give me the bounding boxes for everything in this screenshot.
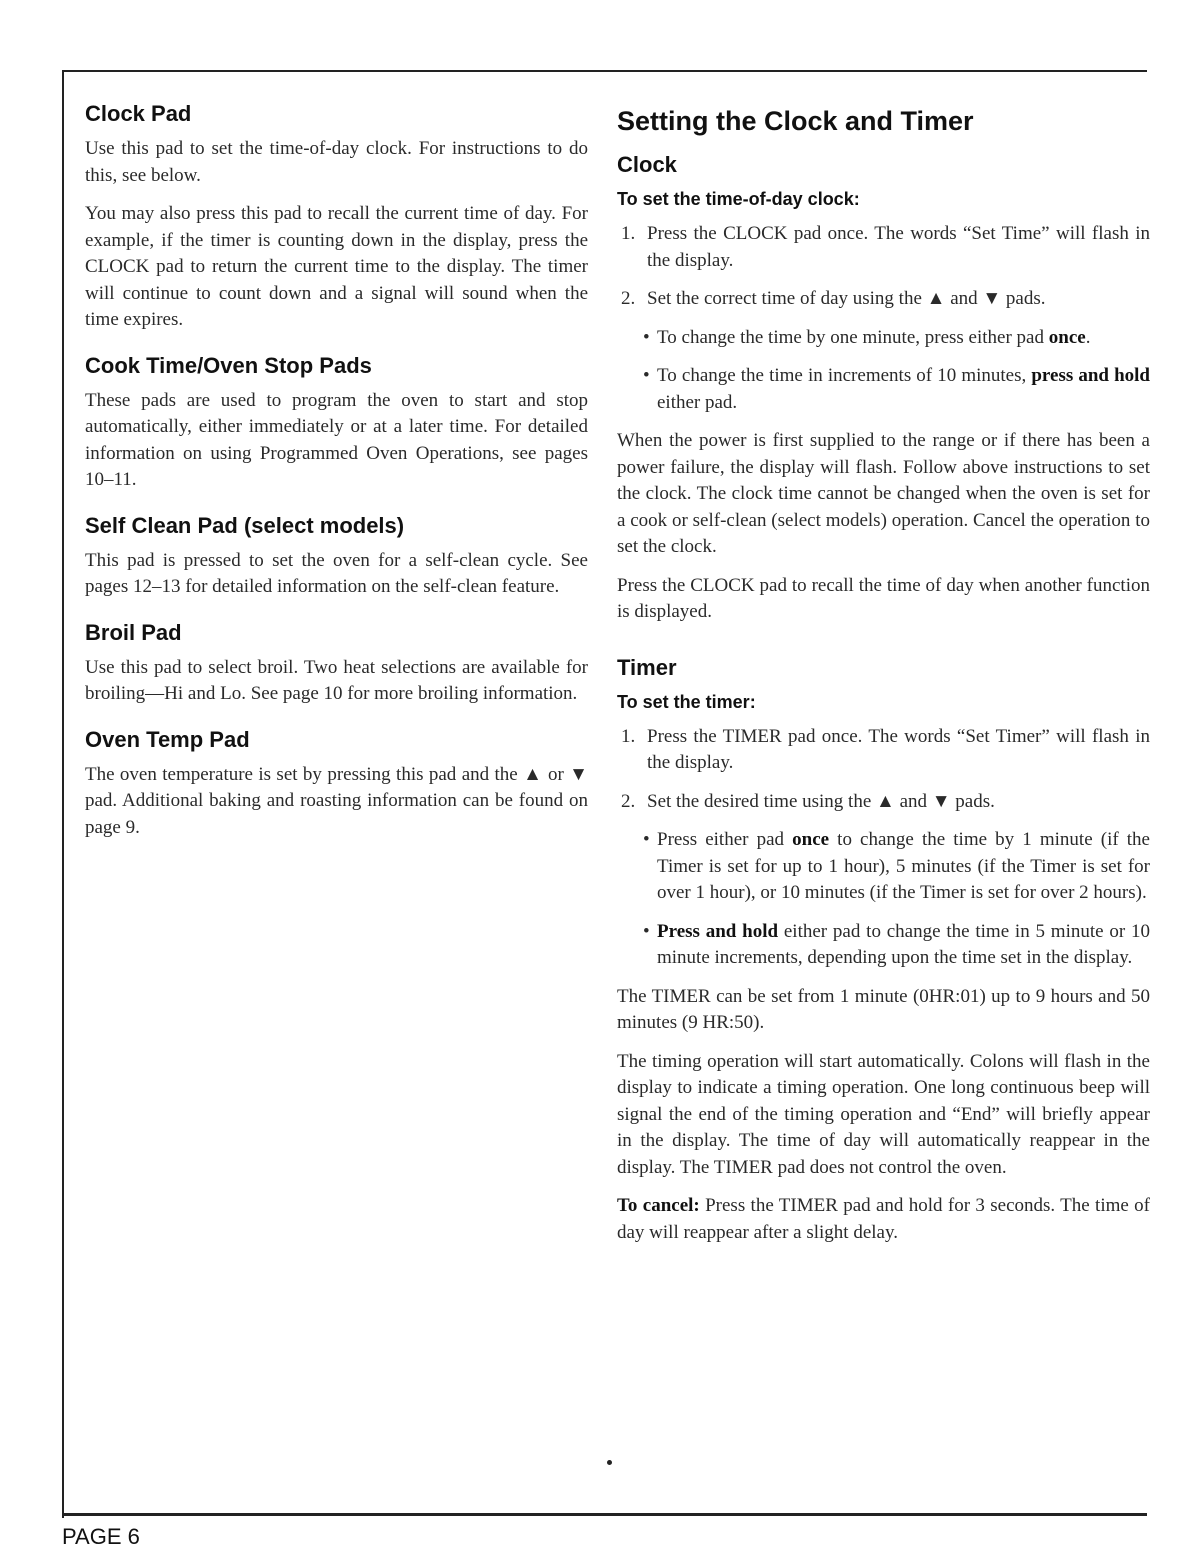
cancel-label: To cancel: bbox=[617, 1195, 700, 1216]
timer-heading: Timer bbox=[617, 654, 677, 680]
clock-pad-paragraph-2: You may also press this pad to recall the current time of day. For example, if the timer is counting down in the display, press the CLOCK pad to return the current time to the display. The timer will continue to count down and a signal will sound when the time expires. bbox=[85, 203, 588, 330]
bullet-text-post: either pad. bbox=[657, 391, 738, 413]
step-number: 1. bbox=[621, 725, 636, 747]
broil-paragraph: Use this pad to select broil. Two heat selections are available for broiling—Hi and Lo. See page 10 for more broiling information. bbox=[85, 656, 588, 704]
clock-pad-paragraph-1: Use this pad to set the time-of-day clock. For instructions to do this, see below. bbox=[85, 138, 588, 186]
oven-temp-section bbox=[85, 726, 588, 842]
bullet-text-pre: To change the time by one minute, press either pad bbox=[657, 326, 1049, 348]
left-rule bbox=[62, 70, 64, 1518]
bullet-text-bold: once bbox=[792, 829, 830, 850]
timer-cancel-paragraph bbox=[617, 1193, 1150, 1246]
clock-step-1 bbox=[617, 221, 1150, 274]
bullet-text-pre: Press either pad bbox=[657, 829, 793, 850]
timer-paragraph-1: The TIMER can be set from 1 minute (0HR:01) up to 9 hours and 50 minutes (9 HR:50). bbox=[617, 985, 1150, 1033]
bullet-icon: • bbox=[643, 365, 650, 386]
oven-temp-heading: Oven Temp Pad bbox=[85, 726, 250, 752]
cook-time-section bbox=[85, 352, 588, 494]
self-clean-paragraph: This pad is pressed to set the oven for a self-clean cycle. See pages 12–13 for detailed information on the self-clean feature. bbox=[85, 549, 588, 597]
step-text: Set the correct time of day using the ▲ and ▼ pads. bbox=[647, 288, 1046, 309]
cook-time-heading: Cook Time/Oven Stop Pads bbox=[85, 352, 372, 378]
page-number: PAGE 6 bbox=[62, 1524, 140, 1549]
clock-bullet-2 bbox=[617, 363, 1150, 416]
oven-temp-paragraph: The oven temperature is set by pressing this pad and the ▲ or ▼ pad. Additional baking and roasting information can be found on page 9. bbox=[85, 763, 588, 838]
bullet-text-post: . bbox=[1085, 326, 1091, 348]
page-title: Setting the Clock and Timer bbox=[617, 106, 974, 136]
center-dot-icon bbox=[607, 1460, 612, 1465]
bullet-text-bold: Press and hold bbox=[657, 920, 779, 942]
bullet-text-bold: press and hold bbox=[1031, 365, 1150, 386]
bullet-text-pre: To change the time in increments of 10 minutes, bbox=[657, 365, 1032, 386]
step-number: 1. bbox=[621, 223, 636, 244]
clock-step-2 bbox=[617, 286, 1150, 313]
self-clean-section bbox=[85, 512, 588, 601]
self-clean-heading: Self Clean Pad (select models) bbox=[85, 512, 405, 538]
timer-paragraph-2: The timing operation will start automatically. Colons will flash in the display to indicate a timing operation. One long continuous beep will signal the end of the timing operation and “End” will briefly appear in the display. The time of day will automatically reappear in the display. The TIMER pad does not control the oven. bbox=[617, 1050, 1150, 1178]
clock-pad-section bbox=[85, 100, 588, 334]
bottom-rule bbox=[62, 1513, 1147, 1516]
broil-heading: Broil Pad bbox=[85, 619, 182, 645]
clock-bullet-1 bbox=[617, 325, 1150, 352]
clock-paragraph-1: When the power is first supplied to the range or if there has been a power failure, the display will flash. Follow above instructions to set the clock. The clock time cannot be changed when the oven is set for a cook or self-clean (select models) operation. Cancel the operation to set the clock. bbox=[617, 430, 1150, 557]
broil-section bbox=[85, 619, 588, 708]
clock-paragraph-2: Press the CLOCK pad to recall the time of day when another function is displayed. bbox=[617, 574, 1150, 622]
timer-step-1 bbox=[617, 724, 1150, 777]
step-number: 2. bbox=[621, 790, 636, 812]
bullet-text-bold: once bbox=[1048, 326, 1086, 348]
step-text: Press the TIMER pad once. The words “Set Timer” will flash in the display. bbox=[647, 725, 1150, 773]
step-number: 2. bbox=[621, 288, 636, 309]
clock-subheading: To set the time-of-day clock: bbox=[617, 189, 860, 209]
timer-section bbox=[617, 654, 1150, 1247]
timer-subheading: To set the timer: bbox=[617, 691, 756, 712]
clock-pad-heading: Clock Pad bbox=[85, 101, 192, 126]
cook-time-paragraph: These pads are used to program the oven to start and stop automatically, either immediately or at a later time. For detailed information on using Programmed Oven Operations, see pages 10–11. bbox=[85, 389, 588, 490]
timer-bullet-2 bbox=[617, 919, 1150, 972]
cancel-text: Press the TIMER pad and hold for 3 seconds. The time of day will reappear after a slight delay. bbox=[617, 1195, 1150, 1243]
clock-heading: Clock bbox=[617, 152, 677, 177]
top-rule bbox=[62, 70, 1147, 72]
bullet-text-post: to change the time by 1 minute (if the Timer is set for up to 1 hour), 5 minutes (if the Timer is set for over 1 hour), or 10 minutes (if the Timer is set for over 2 hours). bbox=[657, 829, 1150, 903]
left-column bbox=[85, 100, 588, 859]
right-column bbox=[617, 100, 1150, 1258]
bullet-icon: • bbox=[643, 829, 650, 850]
bullet-text-post: either pad to change the time in 5 minute or 10 minute increments, depending upon the time set in the display. bbox=[657, 920, 1151, 968]
bullet-icon: • bbox=[643, 326, 650, 348]
bullet-icon: • bbox=[643, 920, 650, 942]
clock-section bbox=[617, 151, 1150, 626]
timer-step-2 bbox=[617, 789, 1150, 816]
step-text: Press the CLOCK pad once. The words “Set Time” will flash in the display. bbox=[647, 223, 1150, 271]
timer-bullet-1 bbox=[617, 827, 1150, 907]
step-text: Set the desired time using the ▲ and ▼ pads. bbox=[647, 790, 995, 812]
